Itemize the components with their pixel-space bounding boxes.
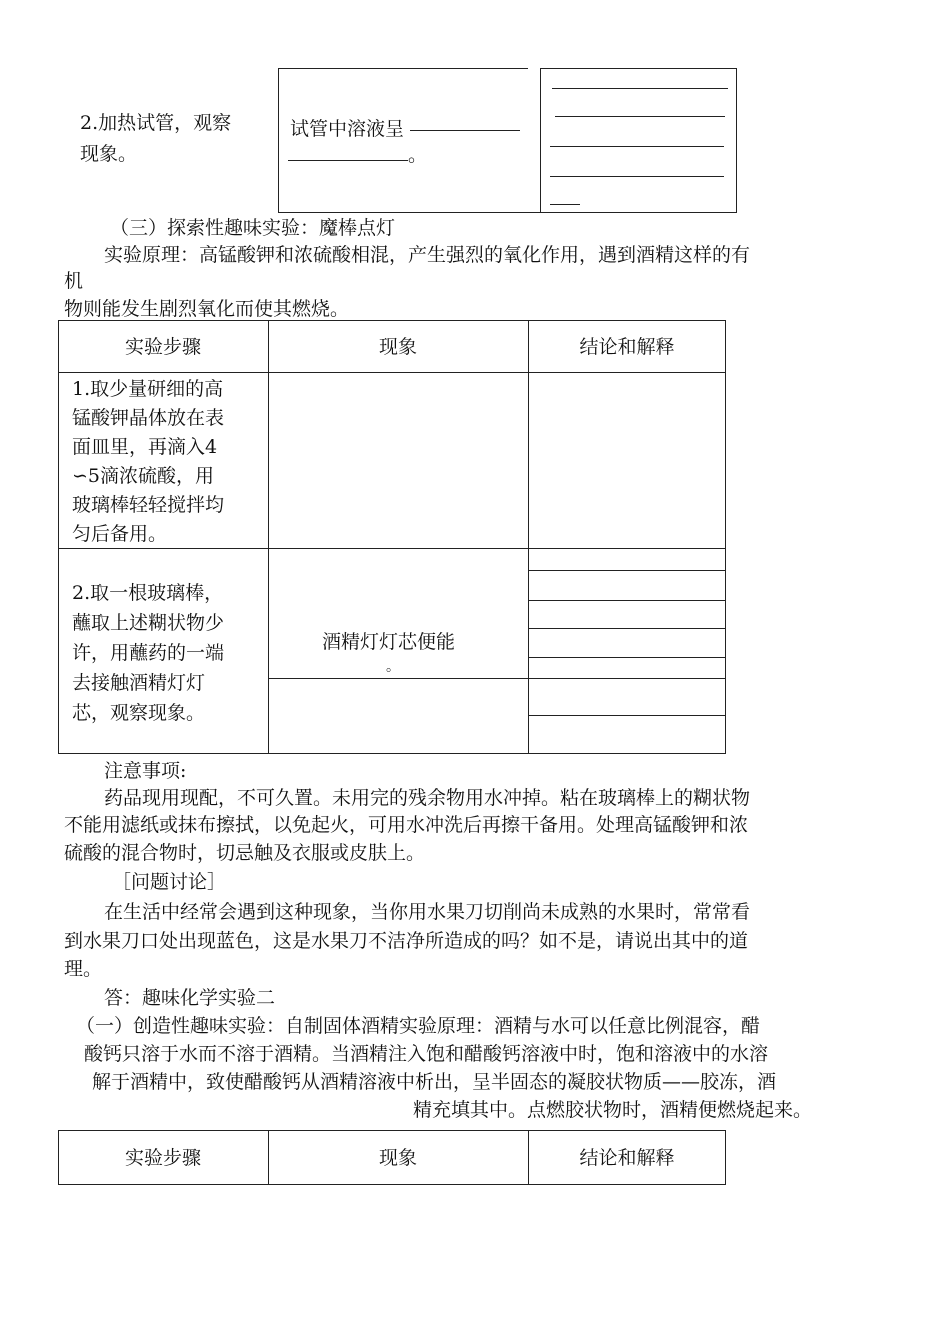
answer-line: 解于酒精中，致使醋酸钙从酒精溶液中析出，呈半固态的凝胶状物质——胶冻，酒: [92, 1071, 777, 1093]
principle-line: 物则能发生剧烈氧化而使其燃烧。: [64, 298, 350, 320]
table2-header-step: 实验步骤: [124, 1147, 201, 1169]
section-heading: （三）探索性趣味实验：魔棒点灯: [110, 217, 396, 239]
answer-blank: [410, 130, 520, 131]
answer-blank: [288, 160, 408, 161]
notes-line: 不能用滤纸或抹布擦拭，以免起火，可用水冲洗后再擦干备用。处理高锰酸钾和浓: [64, 814, 749, 836]
row2-phenomenon-text: 酒精灯灯芯便能: [322, 631, 456, 653]
discussion-line: 在生活中经常会遇到这种现象，当你用水果刀切削尚未成熟的水果时，常常看: [104, 901, 751, 923]
table-header-phenomenon: 现象: [378, 336, 417, 358]
answer-blank: [552, 88, 728, 89]
answer-blank: [555, 116, 725, 117]
principle-line: 机: [64, 270, 84, 292]
table-header-step: 实验步骤: [124, 336, 201, 358]
table2-header-conclusion: 结论和解释: [579, 1147, 675, 1169]
answer-blank: [550, 204, 580, 205]
discussion-title: ［问题讨论］: [112, 871, 227, 893]
step2-text-line1: 2.加热试管，观察: [80, 112, 232, 134]
discussion-line: 到水果刀口处出现蓝色，这是水果刀不洁净所造成的吗？如不是，请说出其中的道: [64, 930, 749, 952]
answer-line: （一）创造性趣味实验：自制固体酒精实验原理：酒精与水可以任意比例混容，醋: [76, 1015, 761, 1037]
discussion-line: 理。: [64, 958, 103, 980]
notes-title: 注意事项:: [104, 760, 187, 782]
answer-line: 精充填其中。点燃胶状物时，酒精便燃烧起来。: [413, 1099, 813, 1121]
notes-line: 药品现用现配，不可久置。未用完的残余物用水冲掉。粘在玻璃棒上的糊状物: [104, 787, 751, 809]
row2-phenomenon-text: 。: [386, 659, 400, 675]
table-header-conclusion: 结论和解释: [579, 336, 675, 358]
phenomenon-text-line1: 试管中溶液呈: [290, 118, 405, 140]
answer-blank: [550, 146, 724, 147]
answer-line: 酸钙只溶于水而不溶于酒精。当酒精注入饱和醋酸钙溶液中时，饱和溶液中的水溶: [84, 1043, 769, 1065]
table2-header-phenomenon: 现象: [378, 1147, 417, 1169]
answer-blank: [550, 176, 724, 177]
answer-line: 答：趣味化学实验二: [104, 987, 276, 1009]
principle-line: 实验原理：高锰酸钾和浓硫酸相混，产生强烈的氧化作用，遇到酒精这样的有: [104, 244, 751, 266]
phenomenon-text-line2: 。: [408, 144, 428, 166]
step2-text-line2: 现象。: [80, 143, 138, 165]
notes-line: 硫酸的混合物时，切忌触及衣服或皮肤上。: [64, 842, 426, 864]
